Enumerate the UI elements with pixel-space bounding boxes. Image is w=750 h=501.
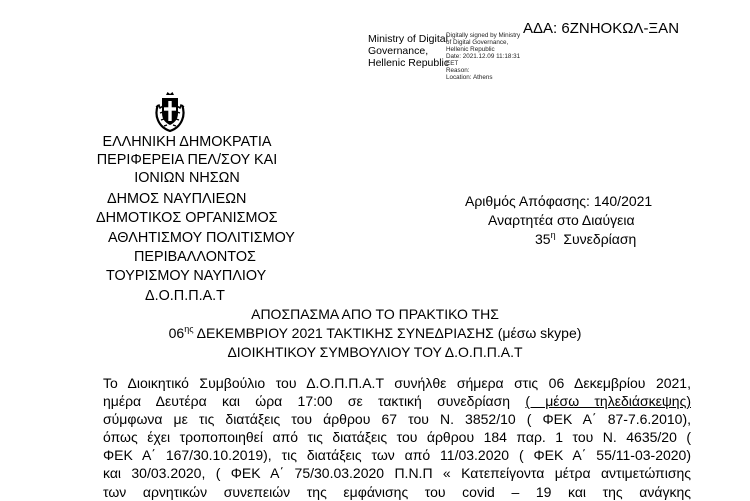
- title-line-1: ΑΠΟΣΠΑΣΜΑ ΑΠΟ ΤΟ ΠΡΑΚΤΙΚΟ ΤΗΣ: [251, 306, 499, 322]
- posting-note: Αναρτητέα στο Διαύγεια: [488, 212, 635, 228]
- decision-number: Αριθμός Απόφασης: 140/2021: [465, 193, 653, 209]
- signature-detail-line: Location: Athens: [446, 74, 493, 81]
- org-line-region: ΠΕΡΙΦΕΡΕΙΑ ΠΕΛ/ΣΟΥ ΚΑΙ: [96, 152, 278, 168]
- title-day: 06: [168, 325, 185, 341]
- organization-block: [82, 133, 292, 187]
- session-number: [535, 230, 636, 248]
- title-line-3: ΔΙΟΙΚΗΤΙΚΟΥ ΣΥΜΒΟΥΛΙΟΥ ΤΟΥ Δ.Ο.Π.Π.Α.Τ: [227, 344, 523, 360]
- body-line: όπως έχει τροποποιηθεί από τις διατάξεις του άρθρου 184 παρ. 1 του Ν. 4635/20 (: [103, 429, 691, 446]
- title-line-2: [0, 324, 750, 342]
- session-sup: η: [550, 230, 556, 240]
- org-line-municipality: ΔΗΜΟΣ ΝΑΥΠΛΙΕΩΝ: [107, 191, 247, 207]
- signature-detail-line: Reason:: [446, 67, 470, 74]
- digital-signature-ministry: [368, 33, 449, 69]
- body-line: των αρνητικών συνεπειών της εμφάνισης του covid – 19 και της ανάγκης: [103, 483, 691, 500]
- signature-ministry-line: Hellenic Republic: [368, 57, 450, 69]
- signature-detail-line: Hellenic Republic: [446, 46, 495, 53]
- org-line-republic: ΕΛΛΗΝΙΚΗ ΔΗΜΟΚΡΑΤΙΑ: [102, 134, 272, 150]
- signature-detail-line: Date: 2021.12.09 11:18:31: [446, 53, 521, 60]
- signature-ministry-line: Governance,: [368, 45, 429, 57]
- title-day-sup: ης: [184, 324, 194, 334]
- body-paragraph: [103, 374, 691, 501]
- org-line-organization: ΔΗΜΟΤΙΚΟΣ ΟΡΓΑΝΙΣΜΟΣ: [96, 210, 278, 226]
- org-line-sports-culture: ΑΘΛΗΤΙΣΜΟΥ ΠΟΛΙΤΙΣΜΟΥ: [108, 230, 295, 246]
- ada-code: ΑΔΑ: 6ΖΝΗΟΚΩΛ-ΞΑΝ: [523, 20, 680, 37]
- org-line-environment: ΠΕΡΙΒΑΛΛΟΝΤΟΣ: [134, 249, 256, 265]
- session-word: Συνεδρίαση: [563, 231, 637, 247]
- body-underlined-remote: ( μέσω τηλεδιάσκεψης): [525, 393, 691, 410]
- body-line: ΦΕΚ Α΄ 167/30.10.2019), τις διατάξεις των από 11/03.2020 ( ΦΕΚ Α΄ 55/11-03-2020): [103, 447, 691, 464]
- session-num: 35: [535, 231, 551, 247]
- body-line: και 30/03.2020, ( ΦΕΚ Α΄ 75/30.03.2020 Π.Ν.Π « Κατεπείγοντα μέτρα αντιμετώπισης: [103, 465, 691, 482]
- org-line-tourism: ΤΟΥΡΙΣΜΟΥ ΝΑΥΠΛΙΟΥ: [106, 268, 267, 284]
- signature-detail-line: EET: [446, 60, 459, 67]
- body-line: Το Διοικητικό Συμβούλιο του Δ.Ο.Π.Π.Α.Τ συνήλθε σήμερα στις 06 Δεκεμβρίου 2021,: [103, 375, 691, 391]
- signature-detail-line: of Digital Governance,: [446, 39, 509, 46]
- body-line: σύμφωνα με τις διατάξεις του άρθρου 67 του Ν. 3852/10 ( ΦΕΚ Α΄ 87-7.6.2010),: [103, 411, 691, 428]
- signature-ministry-line: Ministry of Digital: [368, 33, 448, 45]
- digital-signature-details: [446, 32, 520, 81]
- title-rest: ΔΕΚΕΜΒΡΙΟΥ 2021 ΤΑΚΤΙΚΗΣ ΣΥΝΕΔΡΙΑΣΗΣ (μέσω skype): [193, 325, 582, 341]
- org-line-acronym: Δ.Ο.Π.Π.Α.Τ: [145, 288, 225, 304]
- greek-coat-of-arms-icon: [150, 89, 190, 133]
- signature-detail-line: Digitally signed by Ministry: [446, 32, 521, 39]
- org-line-islands: ΙΟΝΙΩΝ ΝΗΣΩΝ: [134, 170, 240, 186]
- body-line: [103, 392, 691, 410]
- body-line-2-text: ημέρα Δευτέρα και ώρα 17:00 σε τακτική συνεδρίαση: [103, 393, 526, 410]
